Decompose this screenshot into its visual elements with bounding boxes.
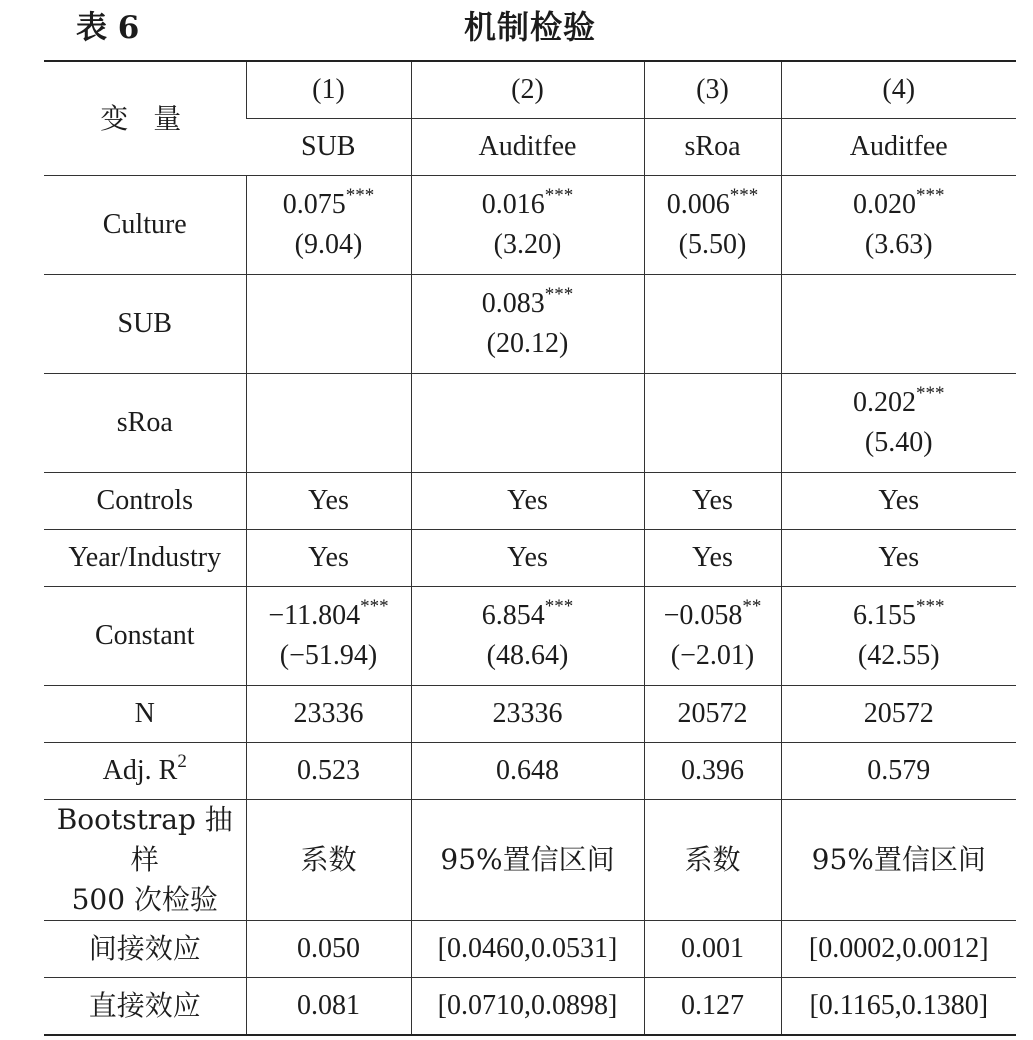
coef-cell: −0.058** (−2.01) (644, 587, 781, 686)
value-cell: 0.001 (644, 921, 781, 978)
row-sub (44, 275, 1016, 374)
table-caption (44, 0, 1016, 52)
value-cell: Yes (781, 473, 1016, 530)
coef-cell: 6.155*** (42.55) (781, 587, 1016, 686)
row-sroa (44, 374, 1016, 473)
value-cell: 0.050 (246, 921, 411, 978)
row-label: Culture (44, 176, 246, 275)
value-cell: Yes (411, 473, 644, 530)
row-label: 间接效应 (44, 921, 246, 978)
value-cell: Yes (644, 530, 781, 587)
row-direct-effect (44, 978, 1016, 1036)
row-culture (44, 176, 1016, 275)
value-cell: Yes (246, 530, 411, 587)
row-label: 直接效应 (44, 978, 246, 1036)
value-cell: 系数 (644, 800, 781, 921)
row-label: Bootstrap 抽样 500 次检验 (44, 800, 246, 921)
value-cell: Yes (246, 473, 411, 530)
row-label: N (44, 686, 246, 743)
value-cell: Yes (781, 530, 1016, 587)
value-cell: 0.523 (246, 743, 411, 800)
value-cell: 0.081 (246, 978, 411, 1036)
value-cell: 0.648 (411, 743, 644, 800)
empty-cell (644, 374, 781, 473)
col-number-2: (2) (411, 61, 644, 119)
value-cell: 23336 (246, 686, 411, 743)
row-constant (44, 587, 1016, 686)
coef-cell: −11.804*** (−51.94) (246, 587, 411, 686)
value-cell: 0.396 (644, 743, 781, 800)
value-cell: 95%置信区间 (781, 800, 1016, 921)
empty-cell (246, 275, 411, 374)
value-cell: 95%置信区间 (411, 800, 644, 921)
row-year-industry (44, 530, 1016, 587)
empty-cell (246, 374, 411, 473)
value-cell: [0.0710,0.0898] (411, 978, 644, 1036)
coef-cell: 0.202*** (5.40) (781, 374, 1016, 473)
coef-cell: 0.006*** (5.50) (644, 176, 781, 275)
coef-cell: 6.854*** (48.64) (411, 587, 644, 686)
table-title: 机制检验 (463, 8, 596, 46)
value-cell: [0.1165,0.1380] (781, 978, 1016, 1036)
row-label: Year/Industry (44, 530, 246, 587)
row-label: Controls (44, 473, 246, 530)
coef-cell: 0.075*** (9.04) (246, 176, 411, 275)
row-controls (44, 473, 1016, 530)
value-cell: 0.127 (644, 978, 781, 1036)
dep-var-4: Auditfee (781, 119, 1016, 176)
mechanism-test-table (44, 60, 1016, 1036)
value-cell: [0.0002,0.0012] (781, 921, 1016, 978)
row-adj-r2 (44, 743, 1016, 800)
dep-var-1: SUB (246, 119, 411, 176)
value-cell: [0.0460,0.0531] (411, 921, 644, 978)
row-indirect-effect (44, 921, 1016, 978)
empty-cell (411, 374, 644, 473)
value-cell: Yes (644, 473, 781, 530)
value-cell: 23336 (411, 686, 644, 743)
coef-cell: 0.083*** (20.12) (411, 275, 644, 374)
variable-header: 变 量 (44, 61, 246, 176)
value-cell: 0.579 (781, 743, 1016, 800)
value-cell: 20572 (781, 686, 1016, 743)
dep-var-3: sRoa (644, 119, 781, 176)
row-label: Constant (44, 587, 246, 686)
header-row-numbers (44, 61, 1016, 119)
coef-cell: 0.016*** (3.20) (411, 176, 644, 275)
col-number-4: (4) (781, 61, 1016, 119)
coef-cell: 0.020*** (3.63) (781, 176, 1016, 275)
row-bootstrap (44, 800, 1016, 921)
row-label: SUB (44, 275, 246, 374)
value-cell: 20572 (644, 686, 781, 743)
col-number-3: (3) (644, 61, 781, 119)
row-label: Adj. $R^2$ (44, 743, 246, 800)
value-cell: 系数 (246, 800, 411, 921)
empty-cell (781, 275, 1016, 374)
col-number-1: (1) (246, 61, 411, 119)
empty-cell (644, 275, 781, 374)
table-number: 表 6 (76, 10, 140, 46)
value-cell: Yes (411, 530, 644, 587)
row-label: sRoa (44, 374, 246, 473)
dep-var-2: Auditfee (411, 119, 644, 176)
row-n (44, 686, 1016, 743)
